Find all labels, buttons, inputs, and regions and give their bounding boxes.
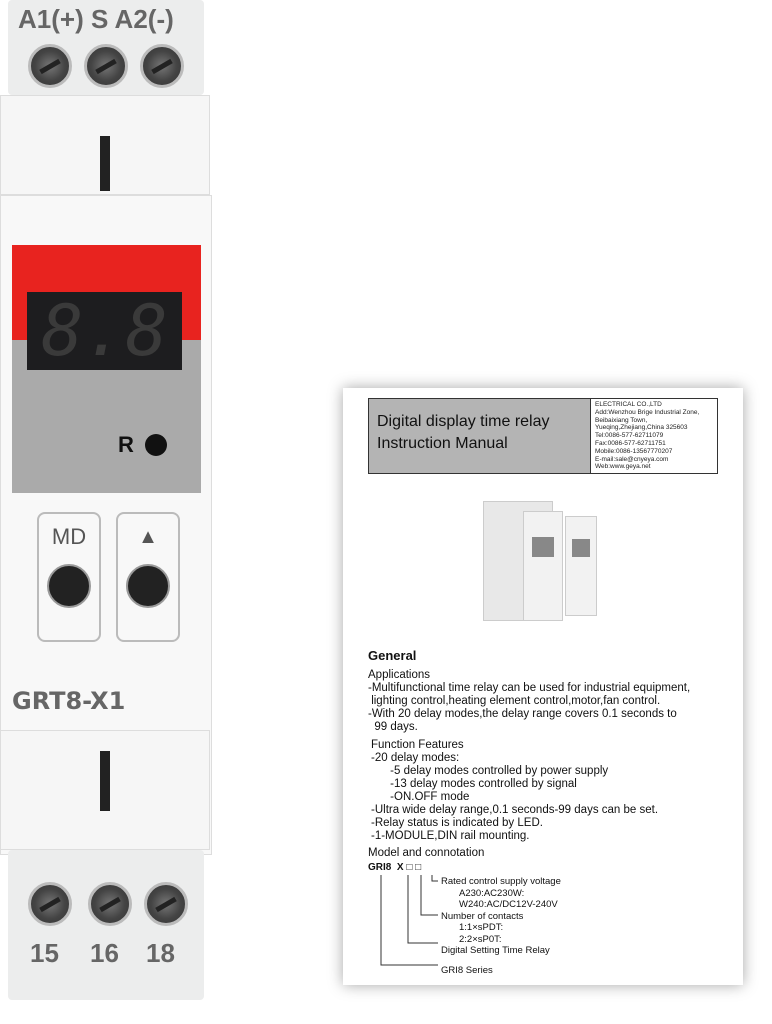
screw-icon <box>84 44 128 88</box>
instruction-manual <box>343 388 743 985</box>
screw-icon <box>28 44 72 88</box>
text-line: -ON.OFF mode <box>371 791 470 803</box>
applications-heading: Applications <box>368 669 431 681</box>
upper-housing <box>0 95 210 195</box>
company-line: E-mail:sale@cnyeya.com <box>595 455 669 463</box>
text-line: lighting control,heating element control,motor,fan control. <box>368 695 661 707</box>
company-line: ELECTRICAL CO.,LTD <box>595 401 662 408</box>
model-diagram-lines <box>368 875 438 971</box>
up-button-panel <box>116 512 180 642</box>
manual-title-1: Digital display time relay <box>377 413 550 430</box>
status-led-icon <box>145 434 167 456</box>
product-image <box>483 496 598 626</box>
terminal-16: 16 <box>90 938 119 968</box>
company-line: Add:Wenzhou Brige Industrial Zone, <box>595 408 700 416</box>
led-display: 8.8 <box>27 292 182 370</box>
applications-section <box>368 669 690 734</box>
model-code: GRI8 X □ □ <box>368 862 422 873</box>
screw-icon <box>140 44 184 88</box>
md-button-panel <box>37 512 101 642</box>
text-line: -5 delay modes controlled by power supply <box>371 765 609 777</box>
up-arrow-icon: ▲ <box>138 526 158 548</box>
general-heading: General <box>368 648 417 663</box>
text-line: -13 delay modes controlled by signal <box>371 778 577 790</box>
manual-header <box>368 398 718 474</box>
model-heading: Model and connotation <box>368 847 485 859</box>
model-label: GRT8-X1 <box>12 687 126 715</box>
text-line: -With 20 delay modes,the delay range covers 0.1 seconds to <box>368 708 677 720</box>
text-line: 1:1×sPDT: <box>459 922 504 933</box>
company-line: Web:www.geya.net <box>595 463 651 471</box>
company-info <box>591 399 717 473</box>
text-line: -1-MODULE,DIN rail mounting. <box>371 830 530 842</box>
text-line: Rated control supply voltage <box>441 876 561 887</box>
top-terminal-block <box>8 0 204 95</box>
md-button[interactable] <box>47 564 91 608</box>
screw-icon <box>28 882 72 926</box>
text-line: -Multifunctional time relay can be used for industrial equipment, <box>368 682 691 694</box>
manual-title-2: Instruction Manual <box>377 435 508 452</box>
up-button[interactable] <box>126 564 170 608</box>
time-relay-device <box>0 0 212 1024</box>
company-line: Mobile:0086-13567770207 <box>595 447 673 455</box>
company-line: Tel:0086-577-62711079 <box>595 432 664 440</box>
text-line: -Relay status is indicated by LED. <box>371 817 543 829</box>
company-line: Beibaixiang Town, <box>595 416 648 424</box>
text-line: 99 days. <box>368 721 418 733</box>
top-terminal-labels: A1(+) S A2(-) <box>18 4 174 34</box>
model-explanations <box>441 876 561 976</box>
company-line: Fax:0086-577-62711751 <box>595 439 666 447</box>
reset-label: R <box>118 432 134 457</box>
text-line: GRI8 Series <box>441 964 493 976</box>
company-line: Yueqing,Zhejiang,China 325603 <box>595 424 688 432</box>
features-section <box>371 739 658 843</box>
bottom-terminal-block <box>8 850 204 1000</box>
text-line: Digital Setting Time Relay <box>441 945 550 956</box>
terminal-15: 15 <box>30 938 59 968</box>
terminal-18: 18 <box>146 938 175 968</box>
text-line: 2:2×sP0T: <box>459 933 502 945</box>
text-line: Number of contacts <box>441 910 524 922</box>
lower-housing <box>0 730 210 850</box>
text-line: W240:AC/DC12V-240V <box>459 899 558 910</box>
text-line: A230:AC230W: <box>459 887 525 899</box>
text-line: -Ultra wide delay range,0.1 seconds-99 days can be set. <box>371 804 659 816</box>
md-label: MD <box>51 524 87 549</box>
screw-icon <box>144 882 188 926</box>
screw-icon <box>88 882 132 926</box>
text-line: -20 delay modes: <box>371 752 460 764</box>
features-heading: Function Features <box>371 739 464 751</box>
